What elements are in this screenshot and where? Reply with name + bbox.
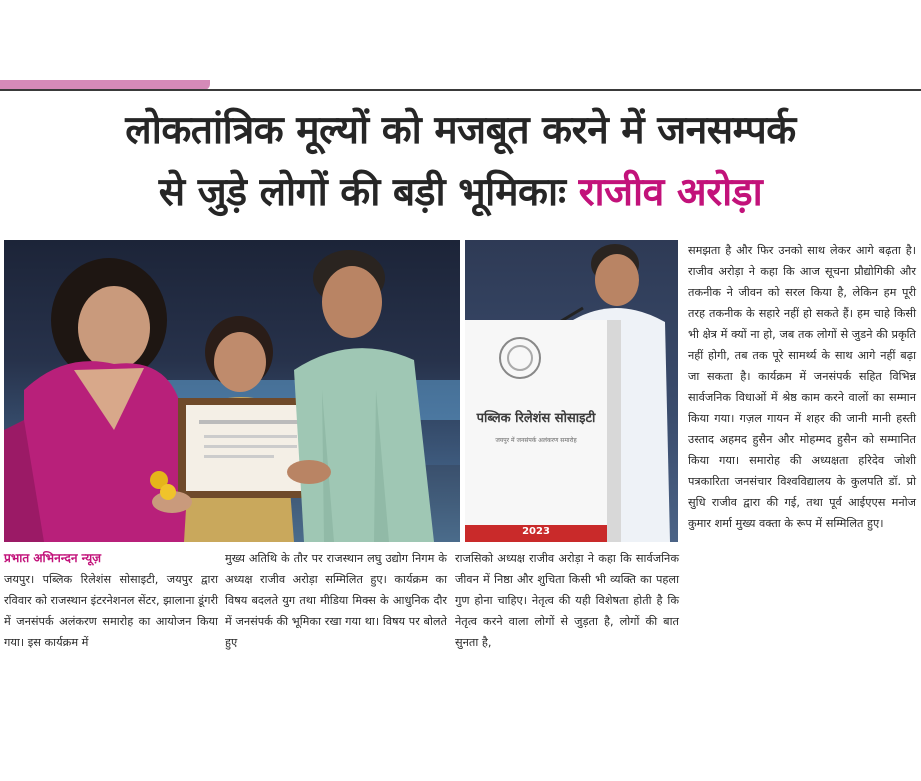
article-column-1-text: जयपुर। पब्लिक रिलेशंस सोसाइटी, जयपुर द्वारा रविवार को राजस्थान इंटरनेशनल सेंटर, झालाना डूंगरी में जनसंपर्क अलंकरण समारोह का आयोजन किया गया। इस कार्यक्रम में xyxy=(4,573,218,649)
headline xyxy=(0,100,921,224)
article-column-4-text: समझता है और फिर उनको साथ लेकर आगे बढ़ता है। राजीव अरोड़ा ने कहा कि आज सूचना प्रौद्योगिकी और तकनीक ने जीवन को सरल किया है, लेकिन हम पूरी तरह तकनीक के सहारे नहीं हो सकते हैं। हम चाहे किसी भी क्षेत्र में क्यों ना हो, जब तक लोगों से जुडने की प्रकृति नहीं होगी, तब तक पूरे सामर्थ्य के साथ आगे नहीं बढ़ा जा सकता है। कार्यक्रम में जनसंपर्क सहित विभिन्न सार्वजनिक विधाओं में श्रेष्ठ काम करने वालों का सम्मान किया गया। गज़ल गायन में शहर की जानी मानी हस्ती उस्ताद अहमद हुसैन और मोहम्मद हुसैन को सम्मानित किया गया। समारोह की अध्यक्षता हरिदेव जोशी पत्रकारिता जनसंचार विश्वविद्यालय के कुलपति डॉ. प्रो सुधि राजीव द्वारा की गई, तथा पूर्व आईएएस मनोज कुमार शर्मा मुख्य वक्ता के रूप में सम्मिलित हुए। xyxy=(688,244,916,530)
article-column-3-text: राजसिको अध्यक्ष राजीव अरोड़ा ने कहा कि सार्वजनिक जीवन में निष्ठा और शुचिता किसी भी व्यक्ति का पहला गुण होना चाहिए। नेतृत्व की यही विशेषता होती है कि नेतृत्व करने वाला लोगों से जुड़ता है, लोगों की बात सुनता है, xyxy=(455,552,679,649)
headline-line-2 xyxy=(0,162,921,224)
article-column-2-text: मुख्य अतिथि के तौर पर राजस्थान लघु उद्योग निगम के अध्यक्ष राजीव अरोड़ा सम्मिलित हुए। कार्यक्रम का विषय बदलते युग तथा मीडिया मिक्स के आधुनिक दौर में जनसंपर्क की भूमिका रखा गया था। विषय पर बोलते हुए xyxy=(225,552,447,649)
podium-banner-title: पब्लिक रिलेशंस सोसाइटी xyxy=(476,411,596,426)
article-column-1 xyxy=(4,548,218,653)
photo-speaker-podium xyxy=(465,240,678,542)
headline-line-2-text: से जुड़े लोगों की बड़ी भूमिकाः xyxy=(158,170,566,215)
photo-award-ceremony xyxy=(4,240,460,542)
headline-name: राजीव अरोड़ा xyxy=(578,170,763,215)
article-column-2 xyxy=(225,548,447,653)
headline-line-1: लोकतांत्रिक मूल्यों को मजबूत करने में जनसम्पर्क xyxy=(125,108,796,153)
award-ceremony-illustration xyxy=(4,240,460,542)
article-column-4 xyxy=(688,240,916,534)
speaker-illustration xyxy=(465,240,678,542)
byline: प्रभात अभिनन्दन न्यूज़ xyxy=(4,551,102,565)
article-column-3 xyxy=(455,548,679,653)
podium-banner-date: 2023 xyxy=(522,526,550,537)
podium-banner-subtitle: जयपुर में जनसंपर्क अलंकरण समारोह xyxy=(495,437,577,444)
top-rule xyxy=(0,89,921,91)
